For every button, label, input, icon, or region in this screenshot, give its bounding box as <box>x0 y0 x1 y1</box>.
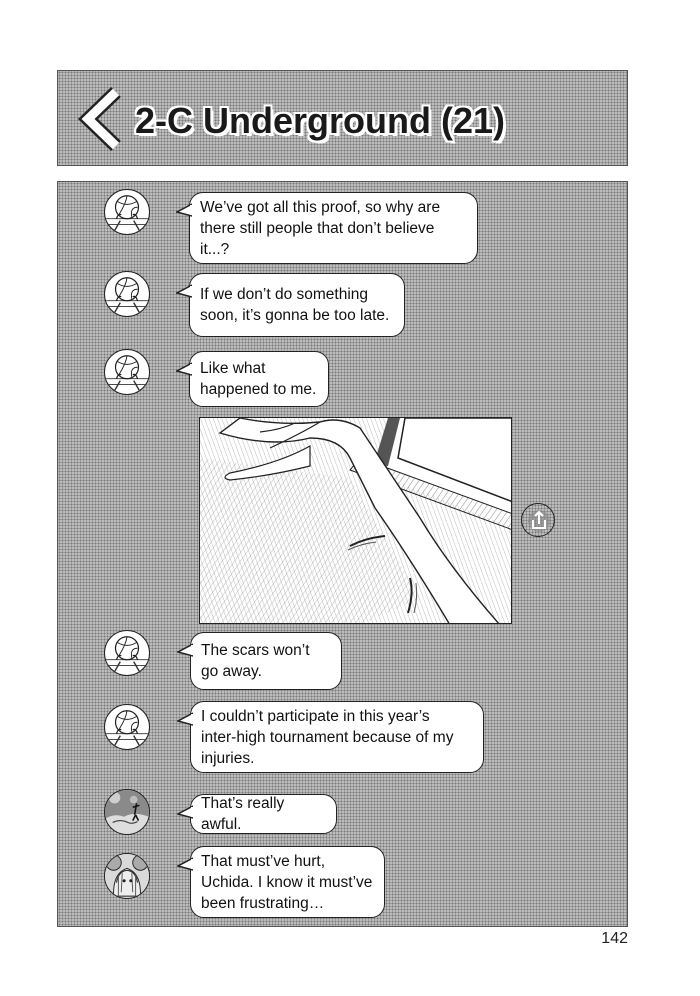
message-text: If we don’t do something soon, it’s gonna be too late. <box>200 286 390 324</box>
message-bubble <box>190 794 337 834</box>
message-text: That’s really awful. <box>201 795 285 833</box>
message-text: The scars won’t go away. <box>201 642 310 680</box>
girl-avatar-icon <box>105 854 149 898</box>
message-text: That must’ve hurt, Uchida. I know it must’ve been frustrating… <box>201 852 373 912</box>
message-bubble <box>189 273 405 337</box>
island-avatar-icon <box>105 790 149 834</box>
volleyball-avatar-icon <box>105 705 149 749</box>
back-button[interactable] <box>76 86 130 152</box>
avatar-volleyball[interactable] <box>104 271 150 317</box>
volleyball-avatar-icon <box>105 631 149 675</box>
avatar-volleyball[interactable] <box>104 189 150 235</box>
avatar-girl[interactable] <box>104 853 150 899</box>
volleyball-avatar-icon <box>105 190 149 234</box>
page-number: 142 <box>601 930 628 947</box>
chat-title: 2-C Underground (21) <box>135 100 506 141</box>
volleyball-avatar-icon <box>105 350 149 394</box>
photo-message[interactable] <box>199 417 512 624</box>
message-bubble <box>189 192 478 264</box>
message-text: We’ve got all this proof, so why are there still people that don’t believe it...? <box>200 198 441 258</box>
chevron-left-icon <box>76 86 130 152</box>
message-bubble <box>190 701 484 773</box>
avatar-volleyball[interactable] <box>104 630 150 676</box>
avatar-island[interactable] <box>104 789 150 835</box>
avatar-volleyball[interactable] <box>104 349 150 395</box>
message-bubble <box>190 632 342 690</box>
share-button[interactable] <box>521 503 555 537</box>
message-bubble <box>189 351 329 407</box>
message-text: I couldn’t participate in this year’s inter-high tournament because of my injuries. <box>201 707 454 767</box>
message-text: Like what happened to me. <box>200 360 317 398</box>
message-bubble <box>190 846 385 918</box>
avatar-volleyball[interactable] <box>104 704 150 750</box>
volleyball-avatar-icon <box>105 272 149 316</box>
scarred-arm-photo <box>200 418 512 624</box>
